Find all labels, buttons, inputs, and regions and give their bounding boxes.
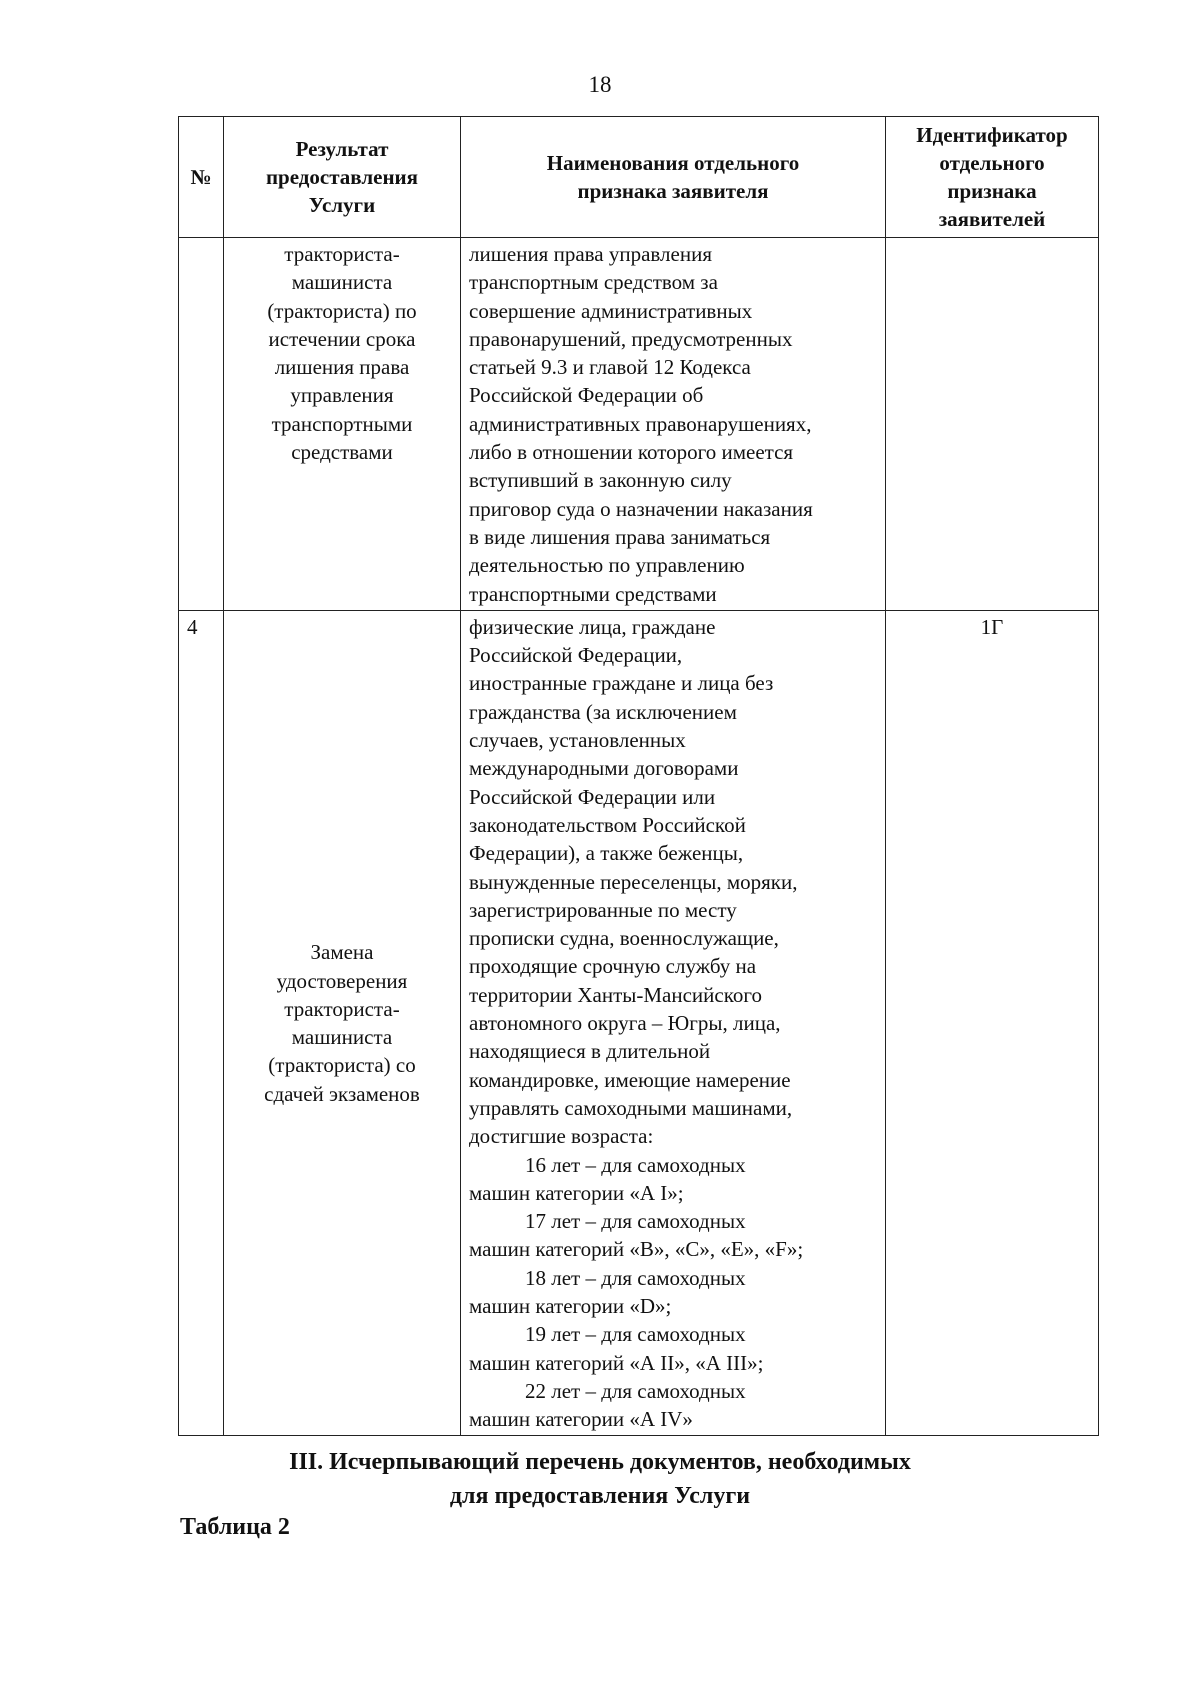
header-line: предоставления: [265, 165, 419, 189]
row-result: [224, 238, 461, 611]
text-line: лишения права: [274, 355, 410, 380]
text-line: (тракториста) со: [268, 1053, 416, 1078]
row-name: [461, 238, 886, 611]
text-line: машиниста: [291, 270, 393, 295]
age-category-line: машин категорий «В», «С», «Е», «F»;: [469, 1237, 804, 1262]
text-line: достигшие возраста:: [469, 1124, 654, 1149]
text-line: зарегистрированные по месту: [469, 897, 737, 922]
header-line: признака заявителя: [577, 179, 769, 203]
row-ident: 1Г: [886, 610, 1099, 1436]
row-ident: [886, 238, 1099, 611]
text-line: гражданства (за исключением: [469, 699, 737, 724]
text-line: Замена: [310, 940, 374, 965]
applicant-criteria-table: [178, 116, 1099, 1436]
text-line: законодательством Российской: [469, 812, 746, 837]
text-line: находящиеся в длительной: [469, 1039, 711, 1064]
age-line: 16 лет – для самоходных: [525, 1152, 746, 1177]
header-name: [461, 117, 886, 238]
row-name: [461, 610, 886, 1436]
text-line: средствами: [291, 440, 393, 465]
header-ident: [886, 117, 1099, 238]
text-line: транспортными: [271, 411, 413, 436]
text-line: совершение административных: [469, 298, 753, 323]
header-line: отдельного: [939, 151, 1045, 175]
text-line: управления: [290, 383, 394, 408]
text-line: сдачей экзаменов: [264, 1081, 420, 1106]
table-label: Таблица 2: [180, 1514, 290, 1540]
header-line: Идентификатор: [916, 123, 1068, 147]
header-line: Услуги: [308, 193, 376, 217]
text-line: административных правонарушениях,: [469, 411, 812, 436]
text-line: Федерации), а также беженцы,: [469, 841, 744, 866]
text-line: лишения права управления: [469, 242, 712, 266]
table-row: [179, 238, 1099, 611]
text-line: случаев, установленных: [469, 728, 686, 753]
table-header-row: [179, 117, 1099, 238]
header-num: №: [179, 117, 224, 238]
text-line: (тракториста) по: [267, 298, 417, 323]
text-line: управлять самоходными машинами,: [469, 1095, 793, 1120]
text-line: транспортным средством за: [469, 270, 718, 295]
text-line: проходящие срочную службу на: [469, 954, 757, 979]
text-line: Российской Федерации об: [469, 383, 704, 408]
text-line: вступивший в законную силу: [469, 468, 732, 493]
text-line: физические лица, граждане: [469, 614, 716, 639]
text-line: международными договорами: [469, 756, 739, 781]
text-line: истечении срока: [268, 326, 416, 351]
text-line: Российской Федерации,: [469, 643, 683, 668]
header-result: [224, 117, 461, 238]
age-category-line: машин категорий «А II», «А III»;: [469, 1350, 764, 1375]
text-line: прописки судна, военнослужащие,: [469, 926, 779, 951]
age-line: 19 лет – для самоходных: [525, 1322, 746, 1347]
age-category-line: машин категории «D»;: [469, 1293, 672, 1318]
section-title-line: III. Исчерпывающий перечень документов, необходимых: [289, 1449, 911, 1475]
text-line: деятельностью по управлению: [469, 553, 745, 578]
text-line: удостоверения: [276, 968, 408, 993]
text-line: транспортными средствами: [469, 581, 717, 606]
text-line: приговор суда о назначении наказания: [469, 496, 813, 521]
page-number: 18: [588, 72, 612, 97]
age-line: 22 лет – для самоходных: [525, 1378, 746, 1403]
table-row: [179, 610, 1099, 1436]
text-line: автономного округа – Югры, лица,: [469, 1011, 781, 1036]
header-line: Результат: [295, 137, 389, 161]
text-line: либо в отношении которого имеется: [469, 440, 794, 465]
age-line: 18 лет – для самоходных: [525, 1265, 746, 1290]
text-line: тракториста-: [284, 996, 400, 1021]
section-title: [0, 1445, 1200, 1513]
text-line: Российской Федерации или: [469, 784, 716, 809]
header-line: признака: [947, 179, 1037, 203]
header-line: заявителей: [938, 207, 1046, 231]
age-line: 17 лет – для самоходных: [525, 1209, 746, 1234]
text-line: правонарушений, предусмотренных: [469, 326, 793, 351]
header-line: Наименования отдельного: [546, 151, 800, 175]
text-line: командировке, имеющие намерение: [469, 1067, 791, 1092]
text-line: статьей 9.3 и главой 12 Кодекса: [469, 355, 751, 380]
text-line: иностранные граждане и лица без: [469, 671, 774, 696]
row-num: 4: [179, 610, 224, 1436]
text-line: тракториста-: [284, 242, 400, 266]
age-category-line: машин категории «А I»;: [469, 1180, 684, 1205]
row-num: [179, 238, 224, 611]
row-result: [224, 610, 461, 1436]
text-line: территории Ханты-Мансийского: [469, 982, 762, 1007]
age-category-line: машин категории «А IV»: [469, 1407, 693, 1432]
text-line: вынужденные переселенцы, моряки,: [469, 869, 798, 894]
text-line: машиниста: [291, 1025, 393, 1050]
text-line: в виде лишения права заниматься: [469, 524, 771, 549]
section-title-line: для предоставления Услуги: [449, 1483, 751, 1509]
